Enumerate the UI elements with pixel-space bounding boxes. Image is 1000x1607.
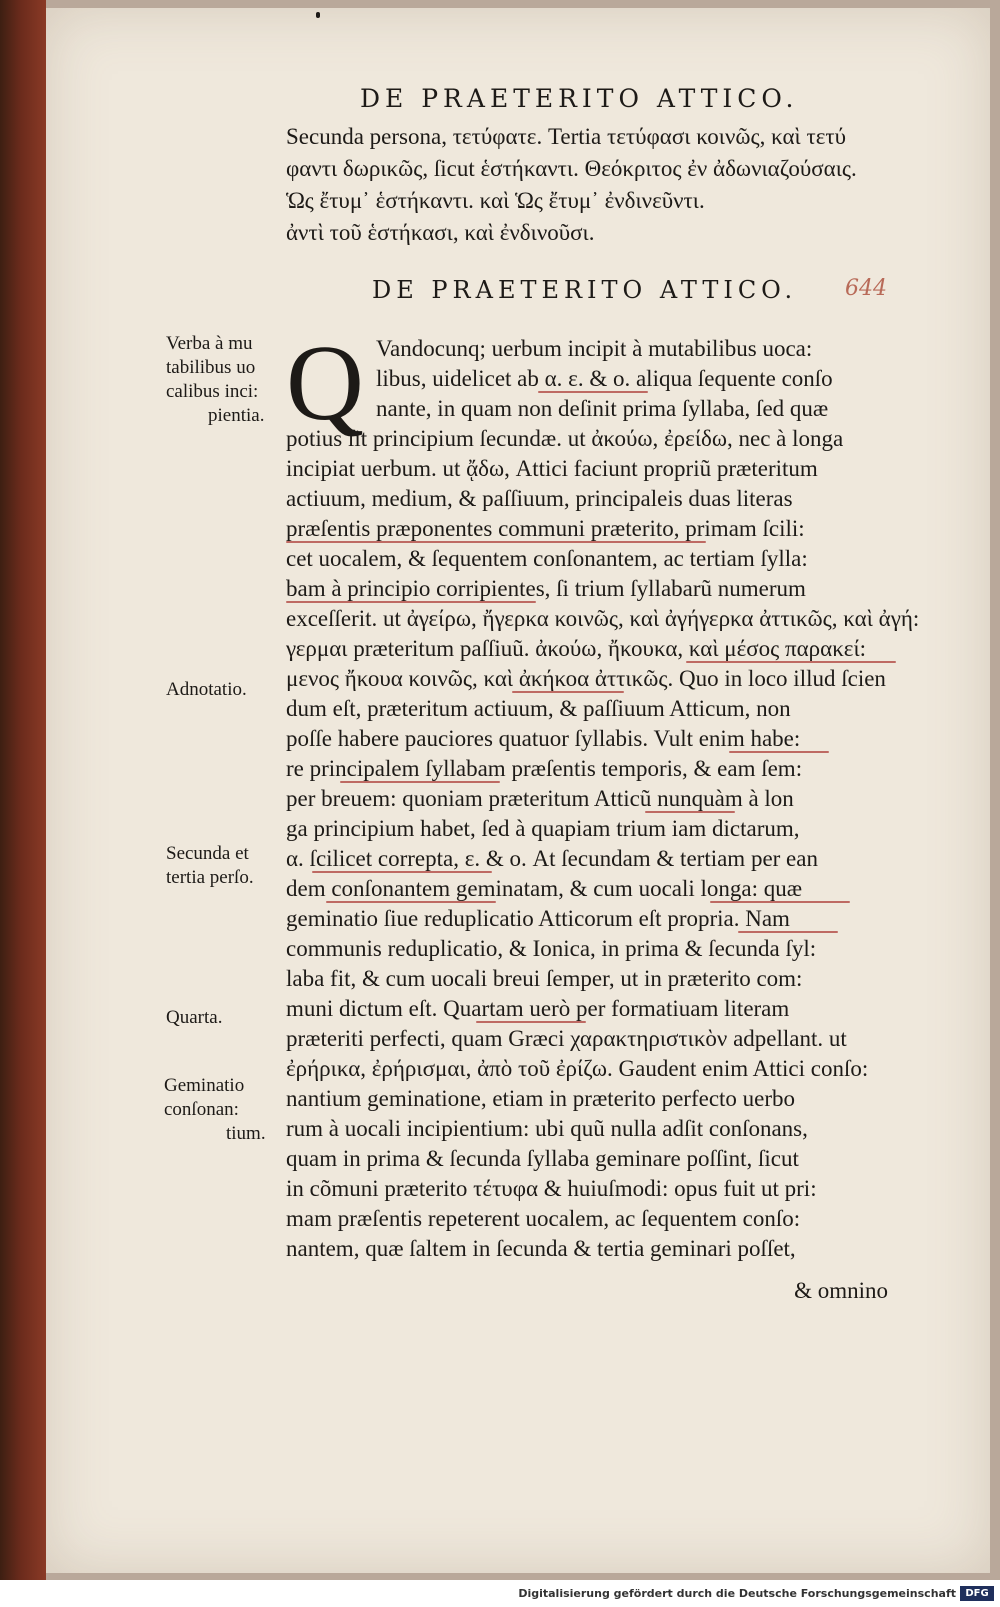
text-line: dum eſt, præteritum actiuum, & paſſiuum Atticum, non <box>286 696 791 721</box>
text-line: potius ſit principium ſecundæ. ut ἀκούω, ἐρείδω, nec à longa <box>286 426 844 451</box>
red-underline <box>645 811 735 813</box>
red-underline <box>710 901 850 903</box>
red-underline <box>476 1021 586 1023</box>
section-heading: DE PRAETERITO ATTICO. <box>372 276 798 304</box>
text-line: ἐρήρικα, ἐρήρισμαι, ἀπὸ τοῦ ἐρίζω. Gaudent enim Attici conſo: <box>286 1056 869 1081</box>
red-underline <box>340 781 500 783</box>
red-underline <box>312 871 492 873</box>
drop-cap-initial: Q <box>286 324 364 443</box>
text-line: præſentis præponentes communi præterito, primam ſcili: <box>286 516 805 541</box>
text-line: ga principium habet, ſed à quapiam trium iam dictarum, <box>286 816 800 841</box>
book-spine <box>0 0 46 1580</box>
text-line: Vandocunq; uerbum incipit à mutabilibus uoca: <box>376 336 813 361</box>
text-line: exceſſerit. ut ἀγείρω, ἤγερκα κοινῶς, καὶ ἀγήγερκα ἀττικῶς, καὶ ἀγή: <box>286 606 920 631</box>
text-line: rum à uocali incipientium: ubi quũ nulla adſit conſonans, <box>286 1116 808 1141</box>
margin-note: Quarta. <box>166 1007 223 1028</box>
text-line: nantem, quæ ſaltem in ſecunda & tertia geminari poſſet, <box>286 1236 796 1261</box>
text-line: ἀντὶ τοῦ ἑστήκασι, καὶ ἐνδινοῦσι. <box>286 220 595 245</box>
text-line: in cõmuni præterito τέτυφα & huiuſmodi: opus fuit ut pri: <box>286 1176 817 1201</box>
text-line: mam præſentis repeterent uocalem, ac ſequentem conſo: <box>286 1206 801 1231</box>
margin-note: Geminatio conſonan: tium. <box>164 1075 266 1144</box>
margin-note: Verba à mu tabilibus uo calibus inci: pientia. <box>166 333 265 426</box>
text-line: Secunda persona, τετύφατε. Tertia τετύφασι κοινῶς, καὶ τετύ <box>286 124 847 149</box>
text-line: dem conſonantem geminatam, & cum uocali longa: quæ <box>286 876 803 901</box>
red-underline <box>738 931 838 933</box>
text-line: α. ſcilicet correpta, ε. & ο. At ſecundam & tertiam per ean <box>286 846 818 871</box>
text-line: nante, in quam non deſinit prima ſyllaba, ſed quæ <box>376 396 829 421</box>
ink-dot <box>316 12 320 18</box>
text-line: communis reduplicatio, & Ionica, in prima & ſecunda ſyl: <box>286 936 817 961</box>
text-line: præteriti perfecti, quam Græci χαρακτηριστικὸν adpellant. ut <box>286 1026 847 1051</box>
text-line: libus, uidelicet ab α. ε. & ο. aliqua ſequente conſo <box>376 366 833 391</box>
red-underline <box>286 541 706 543</box>
text-line: muni dictum eſt. Quartam uerò per formatiuam literam <box>286 996 790 1021</box>
text-line: quam in prima & ſecunda ſyllaba geminare poſſint, ſicut <box>286 1146 799 1171</box>
text-line: nantium geminatione, etiam in præterito perfecto uerbo <box>286 1086 796 1111</box>
text-line: re principalem ſyllabam præſentis temporis, & eam ſem: <box>286 756 803 781</box>
margin-note: Adnotatio. <box>166 679 247 700</box>
text-line: poſſe habere pauciores quatuor ſyllabis. Vult enim habe: <box>286 726 801 751</box>
catchword: & omnino <box>794 1278 888 1303</box>
red-underline <box>512 691 624 693</box>
dfg-logo: DFG <box>960 1586 994 1601</box>
text-line: cet uocalem, & ſequentem conſonantem, ac tertiam ſylla: <box>286 546 808 571</box>
red-underline <box>538 391 648 393</box>
margin-note: Secunda et tertia perſo. <box>166 843 254 888</box>
text-line: Ὡς ἔτυμ᾽ ἑστήκαντι. καὶ Ὡς ἔτυμ᾽ ἐνδινεῦντι. <box>286 188 705 213</box>
red-underline <box>286 601 536 603</box>
text-line: per breuem: quoniam præteritum Atticũ nunquàm à lon <box>286 786 794 811</box>
text-line: laba fit, & cum uocali breui ſemper, ut in præterito com: <box>286 966 803 991</box>
text-line: actiuum, medium, & paſſiuum, principaleis duas literas <box>286 486 793 511</box>
text-line: μενος ἤκουα κοινῶς, καὶ ἀκήκοα ἀττικῶς. Quo in loco illud ſcien <box>286 666 886 691</box>
running-head: DE PRAETERITO ATTICO. <box>360 84 799 113</box>
red-underline <box>326 901 496 903</box>
red-underline <box>729 751 829 753</box>
text-line: γερμαι præteritum paſſiuũ. ἀκούω, ἤκουκα, καὶ μέσος παρακεί: <box>286 636 867 661</box>
text-line: geminatio ſiue reduplicatio Atticorum eſt propria. Nam <box>286 906 790 931</box>
digitization-credit: Digitalisierung gefördert durch die Deutsche Forschungsgemeinschaft <box>518 1587 956 1600</box>
text-line: incipiat uerbum. ut ᾄδω, Attici faciunt propriũ præteritum <box>286 456 818 481</box>
red-underline <box>686 661 896 663</box>
text-line: bam à principio corripientes, ſi trium ſyllabarũ numerum <box>286 576 806 601</box>
handwritten-folio-number: 644 <box>845 276 887 301</box>
text-line: φαντι δωρικῶς, ſicut ἑστήκαντι. Θεόκριτος ἐν ἀδωνιαζούσαις. <box>286 156 857 181</box>
footer-bar <box>0 1582 1000 1607</box>
